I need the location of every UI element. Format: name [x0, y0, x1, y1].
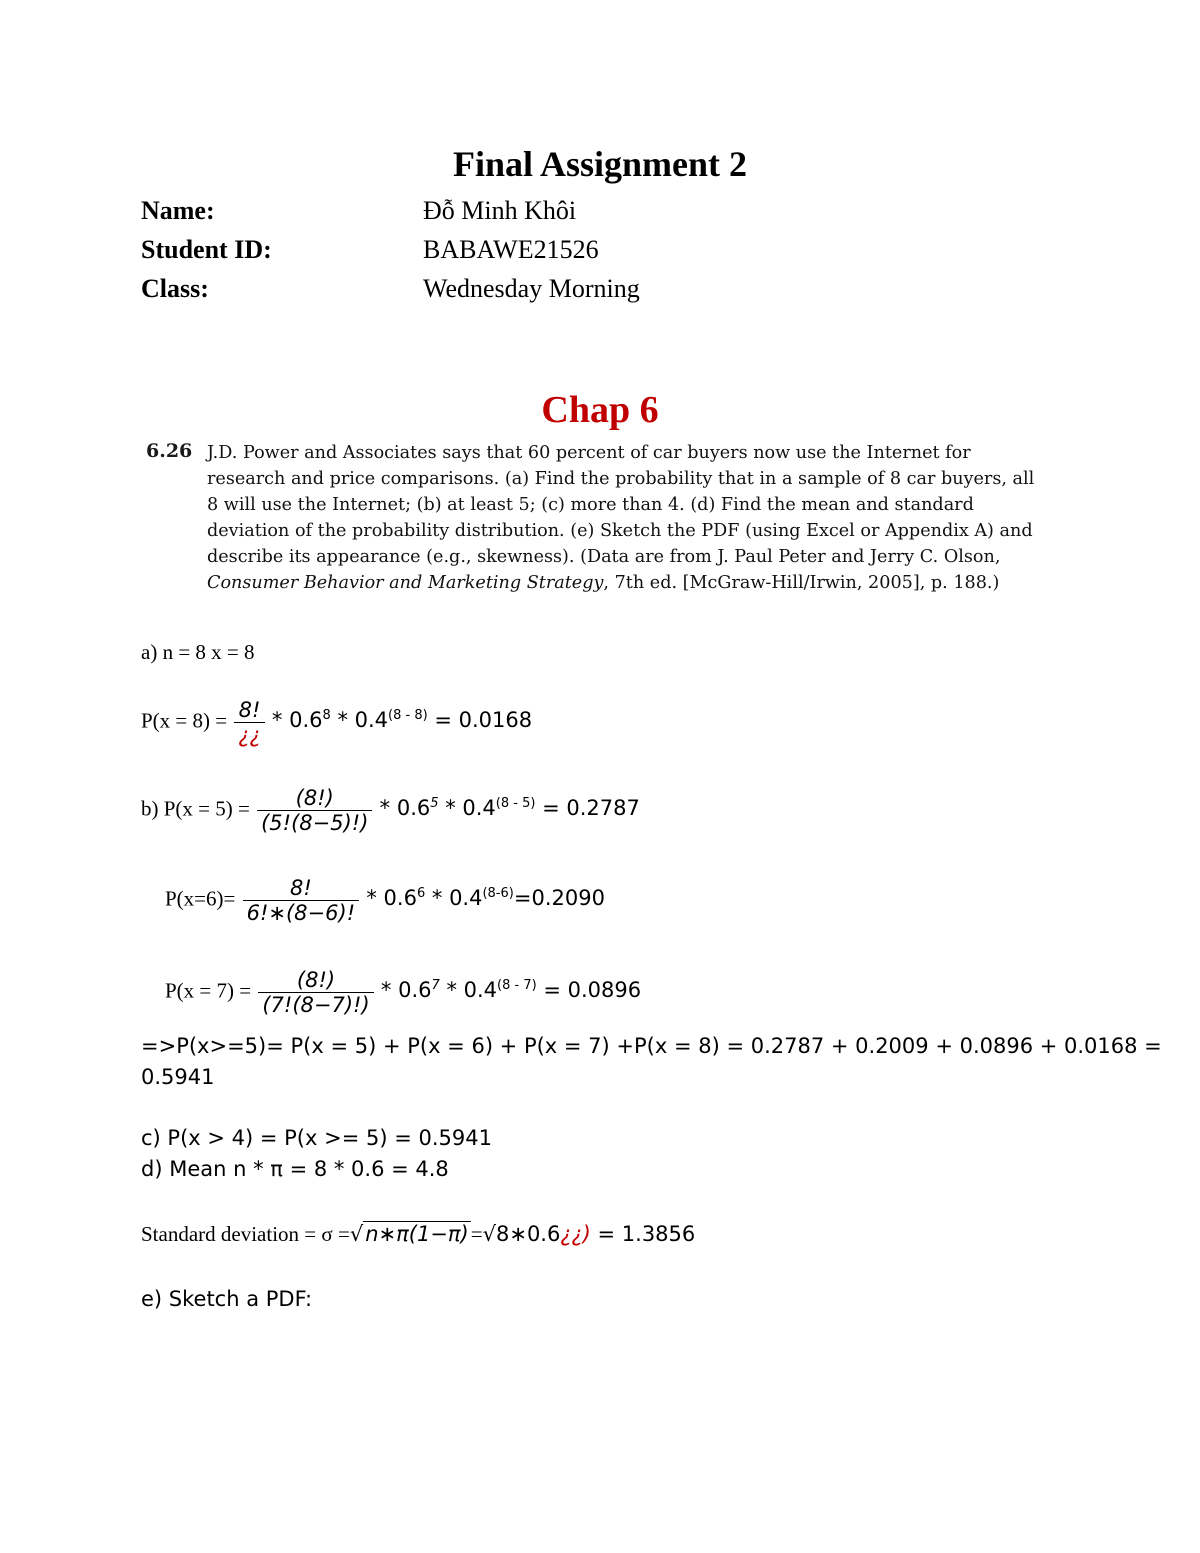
answer-p6-formula: P(x=6)= $\frac{8!}{6!∗(8-6)!}$ * $0.6^6 * 0.4^{(8-6)}=0.2090$ [165, 876, 605, 925]
class-value: Wednesday Morning [423, 274, 640, 303]
answer-sum-result: 0.5941 [141, 1065, 215, 1089]
problem-number: 6.26 [146, 440, 193, 462]
fraction: $\frac{(8!)}{(7!(8-7)!)}$ [258, 968, 373, 1017]
student-id-value: BABAWE21526 [423, 235, 599, 264]
answer-p7-formula: P(x = 7) = $\frac{(8!)}{(7!(8-7)!)}$ * $0.6^7 * 0.4^{(8 - 7)} = 0.0896$ [165, 968, 642, 1017]
answer-c: c) P(x > 4) = P(x >= 5) = 0.5941 [141, 1126, 492, 1150]
fraction: $\frac{(8!)}{(5!(8-5)!)}$ [257, 786, 372, 835]
chapter-heading: Chap 6 [541, 389, 659, 431]
problem-text: J.D. Power and Associates says that 60 percent of car buyers now use the Internet for research and price comparisons. (a) Find the probability that in a sample of 8 car buyers, all 8 will use the Internet; (b) at least 5; (c) more than 4. (d) Find the mean and standard deviation of the probability distribution. (e) Sketch the PDF (using Excel or Appendix A) and describe its appearance (e.g., skewness). (Data are from J. Paul Peter and Jerry C. Olson, Consumer Behavior and Marketing Strategy, 7th ed. [McGraw-Hill/Irwin, 2005], p. 188.) [207, 443, 1035, 593]
answer-sum: =>P(x>=5)= P(x = 5) + P(x = 6) + P(x = 7) +P(x = 8) = 0.2787 + 0.2009 + 0.0896 + 0.0168 = [141, 1034, 1162, 1058]
answer-a-formula: P(x = 8) = $\frac{8!}{¿¿}$ * $0.6^8 * 0.4^{(8 - 8)} = 0.0168$ [141, 698, 533, 747]
fraction: $\frac{8!}{¿¿}$ [234, 698, 264, 747]
answer-d-std-dev: Standard deviation = σ =√n∗π(1−π)=√8∗0.6¿¿) = 1.3856 [141, 1222, 696, 1246]
fraction: $\frac{8!}{6!∗(8-6)!}$ [243, 876, 360, 925]
book-title: Consumer Behavior and Marketing Strategy [207, 573, 604, 593]
class-label: Class: [141, 274, 209, 303]
answer-b-formula: b) P(x = 5) = $\frac{(8!)}{(5!(8-5)!)}$ * $0.6^5 * 0.4^{(8 - 5)} = 0.2787$ [141, 786, 640, 835]
student-id-label: Student ID: [141, 235, 272, 264]
answer-a-given: a) n = 8 x = 8 [141, 640, 255, 664]
answer-d-mean: d) Mean n * π = 8 * 0.6 = 4.8 [141, 1157, 449, 1181]
answer-e: e) Sketch a PDF: [141, 1287, 313, 1311]
page-title: Final Assignment 2 [452, 144, 748, 184]
name-label: Name: [141, 196, 215, 225]
name-value: Đỗ Minh Khôi [423, 196, 577, 225]
